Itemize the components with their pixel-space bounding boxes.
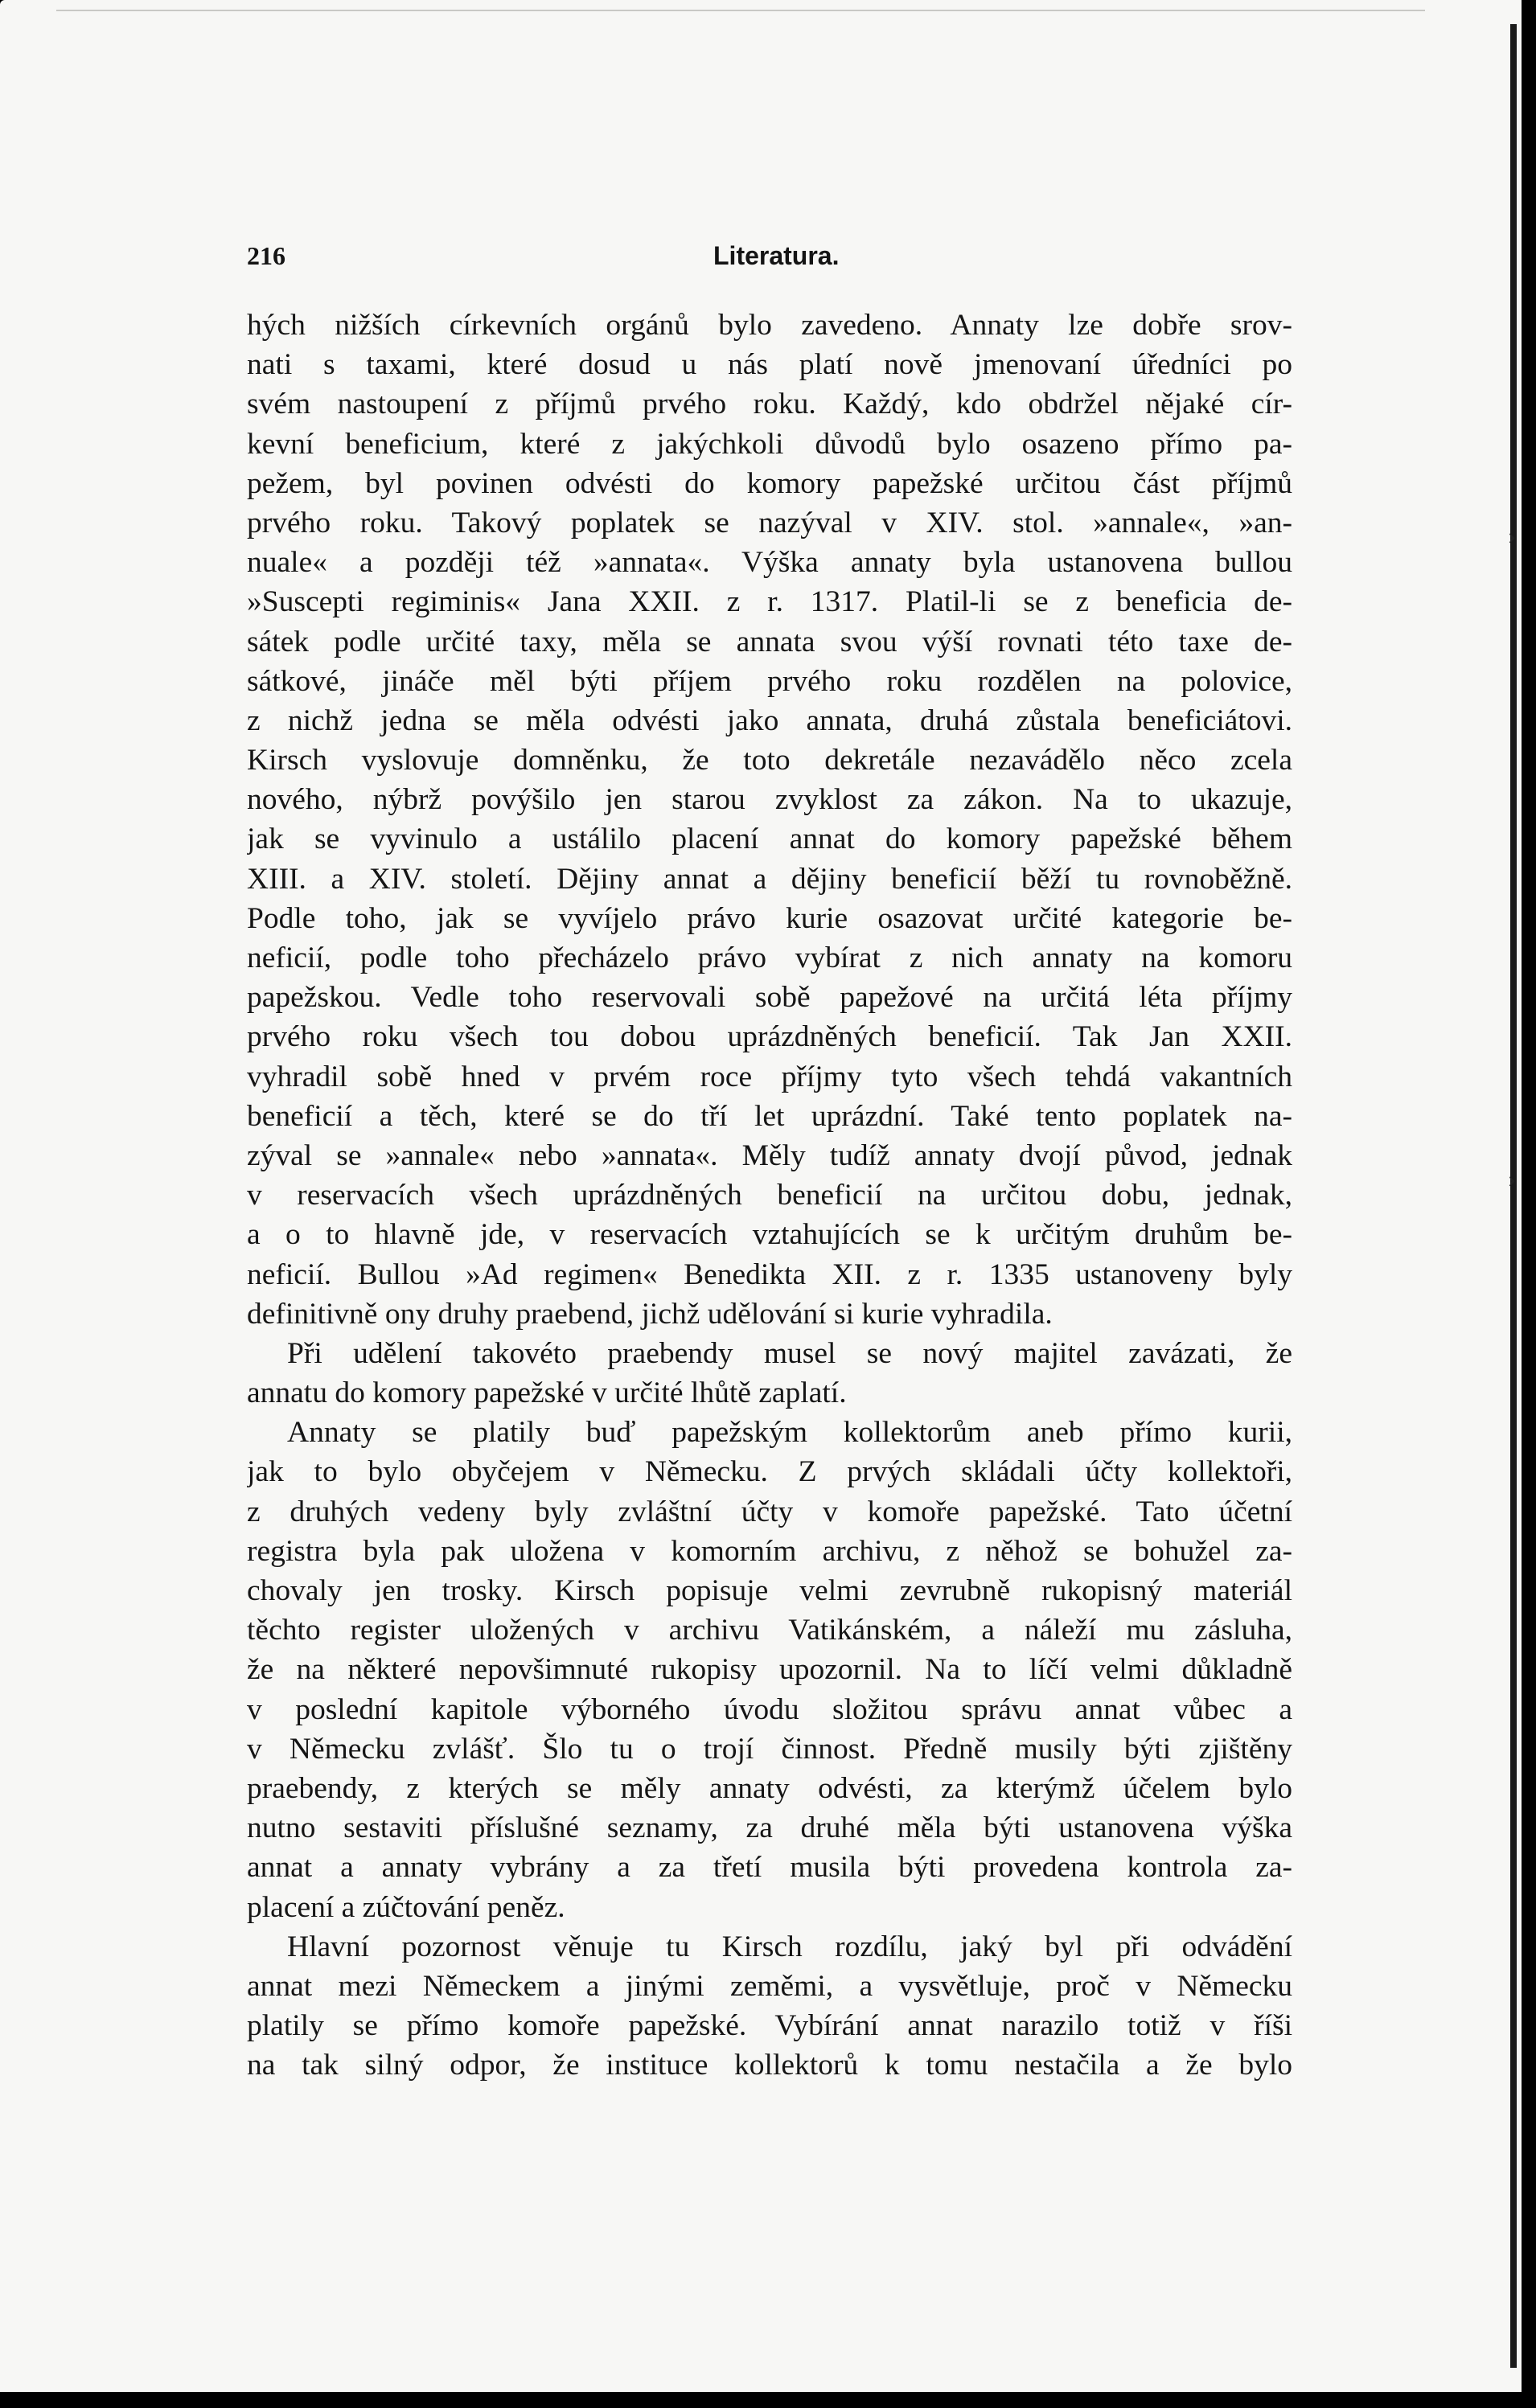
body-text xyxy=(247,306,1292,2085)
text-line: že na některé nepovšimnuté rukopisy upozornil. Na to líčí velmi důkladně xyxy=(247,1653,1292,1687)
text-line: Hlavní pozornost věnuje tu Kirsch rozdílu, jaký byl při odvádění xyxy=(287,1930,1292,1963)
text-line: Podle toho, jak se vyvíjelo právo kurie osazovat určité kategorie be- xyxy=(247,901,1292,935)
text-line: kevní beneficium, které z jakýchkoli důvodů bylo osazeno přímo pa- xyxy=(247,427,1292,461)
text-line: annat a annaty vybrány a za třetí musila býti provedena kontrola za- xyxy=(247,1851,1292,1885)
text-line: svém nastoupení z příjmů prvého roku. Každý, kdo obdržel nějaké cír- xyxy=(247,388,1292,421)
text-line: Při udělení takovéto praebendy musel se nový majitel zavázati, že xyxy=(287,1336,1292,1370)
text-line: v Německu zvlášť. Šlo tu o trojí činnost. Předně musily býti zjištěny xyxy=(247,1732,1292,1766)
text-line: nutno sestaviti příslušné seznamy, za druhé měla býti ustanovena výška xyxy=(247,1811,1292,1845)
text-line: nuale« a později též »annata«. Výška annaty byla ustanovena bullou xyxy=(247,546,1292,580)
text-line: praebendy, z kterých se měly annaty odvésti, za kterýmž účelem bylo xyxy=(247,1771,1292,1805)
text-line: papežskou. Vedle toho reservovali sobě papežové na určitá léta příjmy xyxy=(247,981,1292,1015)
text-line: nati s taxami, které dosud u nás platí nově jmenovaní úředníci po xyxy=(247,348,1292,382)
text-line: sátkové, jináče měl býti příjem prvého roku rozdělen na polovice, xyxy=(247,664,1292,698)
text-line: a o to hlavně jde, v reservacích vztahujících se k určitým druhům be- xyxy=(247,1218,1292,1252)
text-line: neficií, podle toho přecházelo právo vybírat z nich annaty na komoru xyxy=(247,941,1292,974)
text-line: nového, nýbrž povýšilo jen starou zvyklost za zákon. Na to ukazuje, xyxy=(247,783,1292,817)
text-line: v poslední kapitole výborného úvodu složitou správu annat vůbec a xyxy=(247,1692,1292,1726)
text-line: placení a zúčtování peněz. xyxy=(247,1890,565,1924)
running-head: Literatura. xyxy=(713,241,840,270)
page-right-edge xyxy=(1510,24,1517,2368)
text-line: pežem, byl povinen odvésti do komory papežské určitou část příjmů xyxy=(247,466,1292,500)
text-line: neficií. Bullou »Ad regimen« Benedikta XII. z r. 1335 ustanoveny byly xyxy=(247,1257,1292,1291)
margin-mark-icon: › xyxy=(1508,523,1516,549)
text-line: z nichž jedna se měla odvésti jako annata, druhá zůstala beneficiátovi. xyxy=(247,704,1292,737)
text-line: XIII. a XIV. století. Dějiny annat a dějiny beneficií běží tu rovnoběžně. xyxy=(247,862,1292,896)
text-line: registra byla pak uložena v komorním archivu, z něhož se bohužel za- xyxy=(247,1534,1292,1568)
text-line: Kirsch vyslovuje domněnku, že toto dekretále nezavádělo něco zcela xyxy=(247,744,1292,777)
text-line: hých nižších církevních orgánů bylo zavedeno. Annaty lze dobře srov- xyxy=(247,309,1292,342)
text-line: prvého roku všech tou dobou uprázdněných beneficií. Tak Jan XXII. xyxy=(247,1020,1292,1054)
text-line: těchto register uložených v archivu Vatikánském, a náleží mu zásluha, xyxy=(247,1614,1292,1647)
text-line: sátek podle určité taxy, měla se annata svou výší rovnati této taxe de- xyxy=(247,625,1292,658)
page-top-edge xyxy=(56,10,1425,11)
text-line: prvého roku. Takový poplatek se nazýval v XIV. stol. »annale«, »an- xyxy=(247,506,1292,539)
text-line: platily se přímo komoře papežské. Vybírání annat narazilo totiž v říši xyxy=(247,2009,1292,2043)
text-line: beneficií a těch, které se do tří let uprázdní. Také tento poplatek na- xyxy=(247,1099,1292,1133)
page-number: 216 xyxy=(247,241,285,270)
text-line: jak se vyvinulo a ustálilo placení annat do komory papežské během xyxy=(247,822,1292,856)
text-line: »Suscepti regiminis« Jana XXII. z r. 1317. Platil-li se z beneficia de- xyxy=(247,585,1292,619)
page-header xyxy=(247,241,1292,278)
text-line: z druhých vedeny byly zvláštní účty v komoře papežské. Tato účetní xyxy=(247,1495,1292,1528)
text-line: na tak silný odpor, že instituce kollektorů k tomu nestačila a že bylo xyxy=(247,2049,1292,2082)
text-line: v reservacích všech uprázdněných beneficií na určitou dobu, jednak, xyxy=(247,1179,1292,1212)
text-line: jak to bylo obyčejem v Německu. Z prvých skládali účty kollektoři, xyxy=(247,1455,1292,1489)
text-line: Annaty se platily buď papežským kollektorům aneb přímo kurii, xyxy=(287,1416,1292,1450)
text-line: annat mezi Německem a jinými zeměmi, a vysvětluje, proč v Německu xyxy=(247,1969,1292,2003)
text-line: annatu do komory papežské v určité lhůtě zaplatí. xyxy=(247,1376,847,1410)
margin-mark-icon: › xyxy=(1508,1166,1516,1192)
text-line: chovaly jen trosky. Kirsch popisuje velmi zevrubně rukopisný materiál xyxy=(247,1574,1292,1607)
text-line: vyhradil sobě hned v prvém roce příjmy tyto všech tehdá vakantních xyxy=(247,1060,1292,1093)
text-line: zýval se »annale« nebo »annata«. Měly tudíž annaty dvojí původ, jednak xyxy=(247,1138,1292,1172)
text-line: definitivně ony druhy praebend, jichž udělování si kurie vyhradila. xyxy=(247,1297,1053,1331)
